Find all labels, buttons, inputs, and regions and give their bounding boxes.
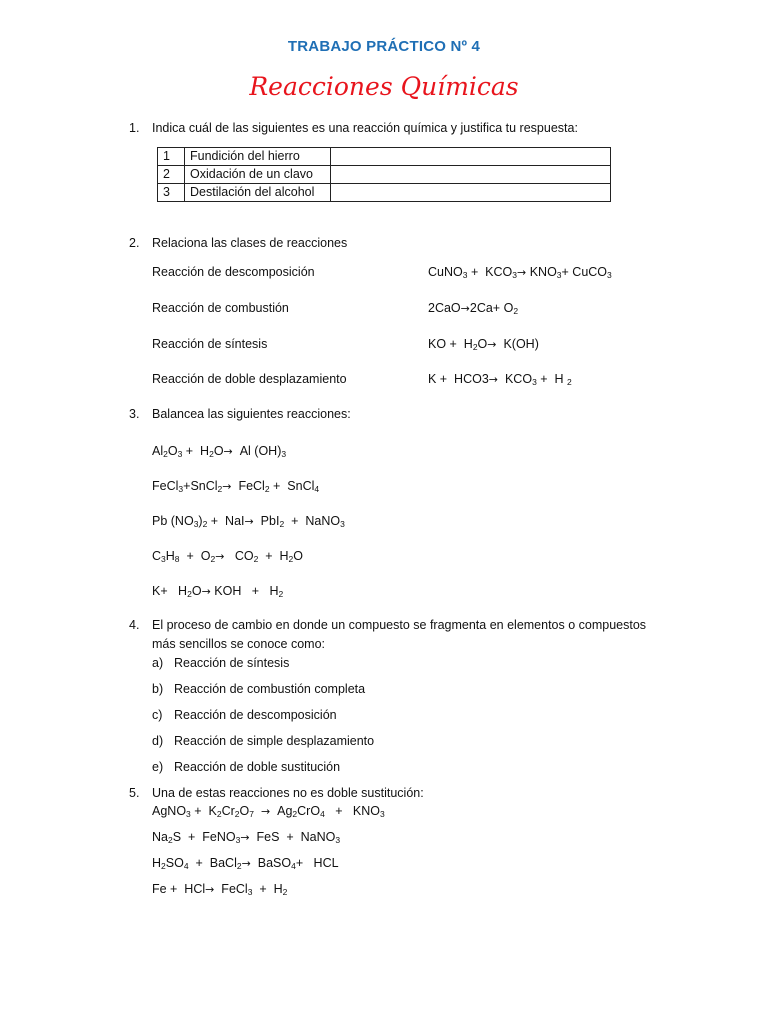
question-2-number: 2. [129, 236, 140, 250]
page-subtitle: Reacciones Químicas [249, 72, 519, 101]
row-answer-cell[interactable] [331, 148, 611, 166]
row-answer-cell[interactable] [331, 184, 611, 202]
equation: $C_3H_8 + O_2\to CO_2 + H_2O$ [152, 549, 303, 564]
equation: $H_2SO_4$ + BaCl$_2$→ BaSO$_4$+ HCL [152, 856, 339, 871]
table-row [158, 148, 611, 166]
table-row [158, 184, 611, 202]
option-letter: a) [152, 656, 164, 670]
option-letter: e) [152, 760, 164, 774]
equation: Fe + HCl→ FeCl$_3$ + $H_2$ [152, 882, 288, 897]
equation: $Al_2O_3 + H_2O\to Al$ $(OH)_3$ [152, 444, 287, 459]
question-4-number: 4. [129, 618, 140, 632]
question-1-number: 1. [129, 121, 140, 135]
question-1-text: Indica cuál de las siguientes es una reacción química y justifica tu respuesta: [152, 121, 578, 135]
question-4-text: más sencillos se conoce como: [152, 637, 325, 651]
equation: Pb $(NO_3)_2 + NaI\to PbI_2$ + NaNO$_3$ [152, 514, 345, 529]
option-letter: b) [152, 682, 164, 696]
reaction-table [157, 147, 611, 202]
option-letter: d) [152, 734, 164, 748]
option-letter: c) [152, 708, 163, 722]
equation: AgNO$_3$ + $K_2Cr_2O_7 \to Ag_2CrO_4 + KNO_3$ [152, 804, 385, 819]
question-4-text: El proceso de cambio en donde un compuesto se fragmenta en elementos o compuestos [152, 618, 647, 632]
reaction-class-item: Reacción de descomposición [152, 265, 315, 279]
question-2-text: Relaciona las clases de reacciones [152, 236, 348, 250]
option-text: Reacción de descomposición [174, 708, 337, 722]
question-5-text: Una de estas reacciones no es doble sustitución: [152, 786, 424, 800]
page-title: TRABAJO PRÁCTICO Nº 4 [287, 38, 481, 55]
option-text: Reacción de doble sustitución [174, 760, 341, 774]
row-number: 1 [158, 148, 185, 166]
question-5-number: 5. [129, 786, 140, 800]
equation: FeCl$_3$+SnCl$_2$→ FeCl$_2$ + SnCl$_4$ [152, 479, 320, 494]
equation: KO + $H_2O\to K(OH)$ [428, 337, 539, 352]
equation: $K+ H_2O\to$ KOH + $H_2$ [152, 584, 284, 599]
equation: $K + HCO3\to KCO_3 + H$ $_2$ [428, 372, 572, 387]
table-row [158, 166, 611, 184]
row-label: Fundición del hierro [185, 148, 331, 166]
equation: $Na_2S$ + FeNO$_3$→ FeS + NaNO$_3$ [152, 830, 341, 845]
option-text: Reacción de simple desplazamiento [174, 734, 375, 748]
question-3-number: 3. [129, 407, 140, 421]
row-answer-cell[interactable] [331, 166, 611, 184]
row-number: 3 [158, 184, 185, 202]
row-number: 2 [158, 166, 185, 184]
row-label: Destilación del alcohol [185, 184, 331, 202]
reaction-class-item: Reacción de combustión [152, 301, 289, 315]
question-3-text: Balancea las siguientes reacciones: [152, 407, 351, 421]
equation: CuNO$_3$ + $KCO_3\to KNO_3+$ CuCO$_3$ [428, 265, 612, 280]
reaction-class-item: Reacción de síntesis [152, 337, 268, 351]
row-label: Oxidación de un clavo [185, 166, 331, 184]
equation: $2CaO\to 2Ca+ O_2$ [428, 301, 519, 316]
option-text: Reacción de síntesis [174, 656, 290, 670]
option-text: Reacción de combustión completa [174, 682, 366, 696]
reaction-class-item: Reacción de doble desplazamiento [152, 372, 347, 386]
